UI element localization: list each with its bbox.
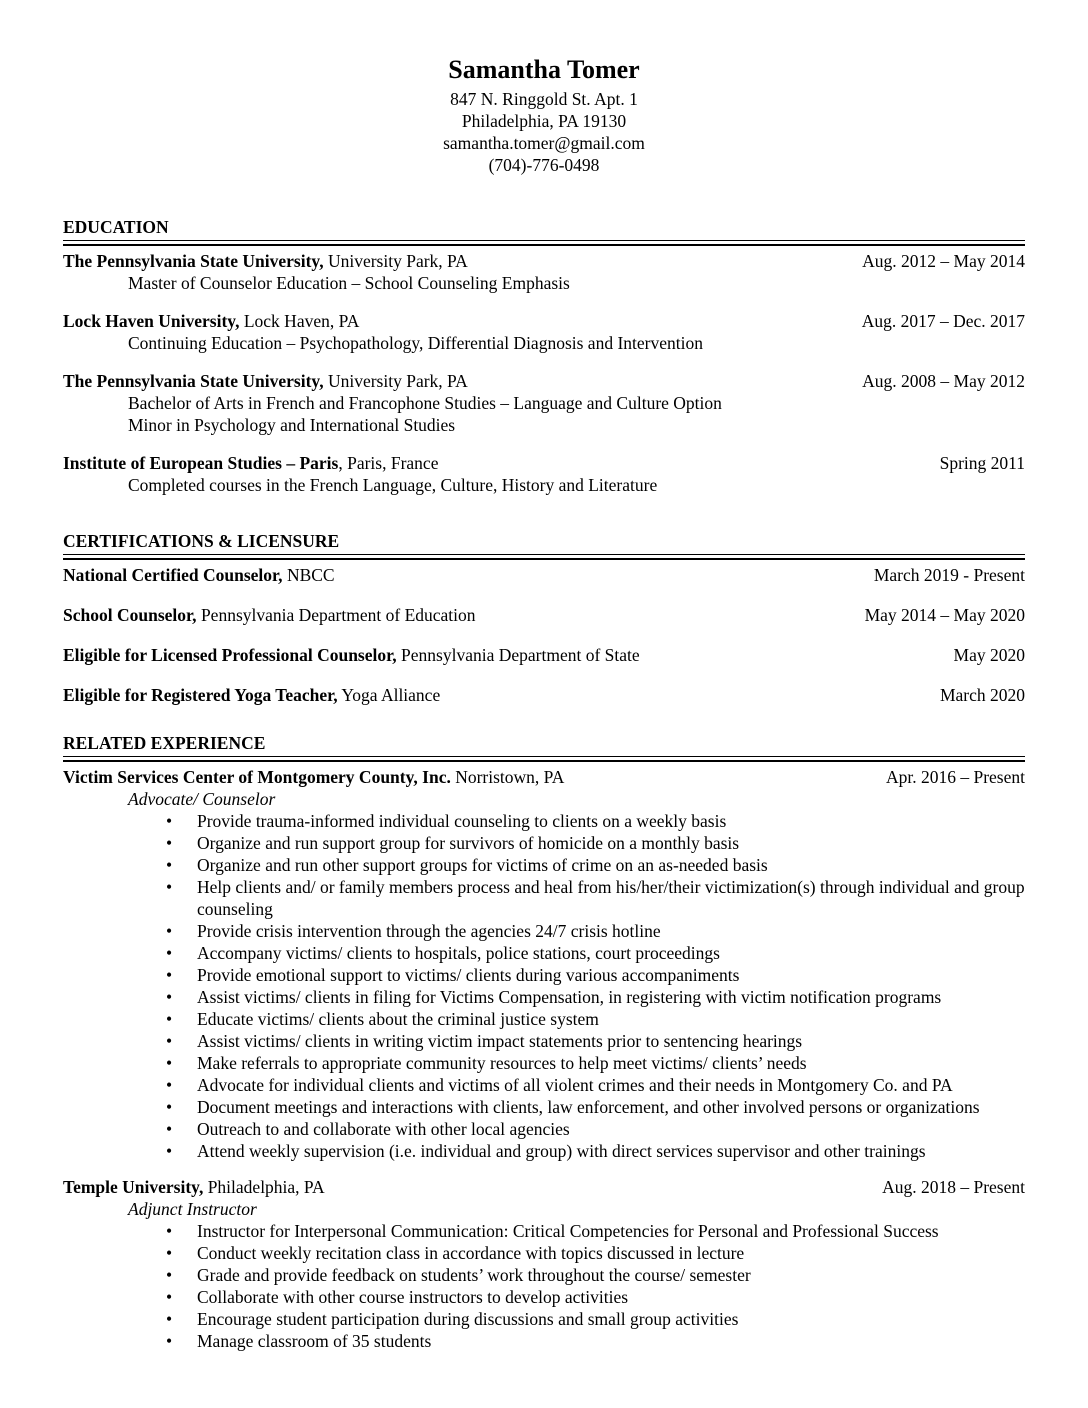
degree-detail: Continuing Education – Psychopathology, Differential Diagnosis and Intervention <box>128 333 703 353</box>
job-title: Advocate/ Counselor <box>128 789 276 809</box>
employer-name: Victim Services Center of Montgomery County, Inc. <box>63 767 451 787</box>
bullet-item <box>63 1242 1025 1264</box>
entry-header-row <box>63 452 1025 474</box>
section-divider <box>63 558 1025 560</box>
bullet-text: Provide emotional support to victims/ clients during various accompaniments <box>197 965 740 985</box>
certification-entry <box>63 564 1025 586</box>
bullet-item <box>63 1096 1025 1118</box>
bullet-icon: • <box>166 1141 173 1161</box>
entry-dates: March 2020 <box>939 685 1025 705</box>
bullet-icon: • <box>166 1097 173 1117</box>
bullet-text: Organize and run support group for survivors of homicide on a monthly basis <box>197 833 740 853</box>
entry-header-row <box>63 250 1025 272</box>
employer-location: Norristown, PA <box>450 767 565 787</box>
degree-detail: Completed courses in the French Language, Culture, History and Literature <box>128 475 658 495</box>
certification-issuer: Pennsylvania Department of State <box>396 645 640 665</box>
bullet-text: Instructor for Interpersonal Communication: Critical Competencies for Personal and Professional Success <box>197 1221 939 1241</box>
bullet-icon: • <box>166 965 173 985</box>
entry-header-row <box>63 310 1025 332</box>
bullet-item <box>63 1008 1025 1030</box>
experience-entry <box>63 766 1025 1162</box>
bullet-text: Accompany victims/ clients to hospitals, police stations, court proceedings <box>197 943 720 963</box>
institution-name: The Pennsylvania State University, <box>63 251 324 271</box>
bullet-item <box>63 920 1025 942</box>
bullet-item <box>63 1308 1025 1330</box>
certification-issuer: Pennsylvania Department of Education <box>196 605 476 625</box>
bullet-item <box>63 1118 1025 1140</box>
bullet-text: Provide crisis intervention through the agencies 24/7 crisis hotline <box>197 921 661 941</box>
bullet-item <box>63 964 1025 986</box>
entry-dates: March 2019 - Present <box>873 565 1025 585</box>
bullet-icon: • <box>166 1265 173 1285</box>
bullet-text: Encourage student participation during discussions and small group activities <box>197 1309 739 1329</box>
email-text: samantha.tomer@gmail.com <box>443 133 645 153</box>
address-line-1: 847 N. Ringgold St. Apt. 1 <box>450 89 638 109</box>
education-entry <box>63 452 1025 496</box>
bullet-item <box>63 1264 1025 1286</box>
certification-entry <box>63 604 1025 626</box>
bullet-icon: • <box>166 811 173 831</box>
phone-text: (704)-776-0498 <box>488 155 600 175</box>
entry-header-row <box>63 766 1025 788</box>
certification-entry <box>63 644 1025 666</box>
bullet-text: Help clients and/ or family members process and heal from his/her/their victimization(s) through individual and group counseling <box>197 877 1025 919</box>
bullet-text: Manage classroom of 35 students <box>197 1331 432 1351</box>
resume-header <box>63 54 1025 176</box>
entry-dates: Aug. 2012 – May 2014 <box>862 251 1025 271</box>
experience-heading: RELATED EXPERIENCE <box>63 732 1025 757</box>
bullet-icon: • <box>166 943 173 963</box>
bullet-icon: • <box>166 1331 173 1351</box>
entry-dates: May 2014 – May 2020 <box>864 605 1025 625</box>
bullet-text: Assist victims/ clients in writing victim impact statements prior to sentencing hearings <box>197 1031 803 1051</box>
bullet-icon: • <box>166 1243 173 1263</box>
certification-name: Eligible for Registered Yoga Teacher, <box>63 685 338 705</box>
bullet-icon: • <box>166 987 173 1007</box>
education-entry <box>63 370 1025 436</box>
person-name: Samantha Tomer <box>448 55 640 84</box>
employer-line <box>63 766 564 788</box>
institution-location: University Park, PA <box>323 371 468 391</box>
entry-dates: Aug. 2017 – Dec. 2017 <box>861 311 1025 331</box>
section-divider <box>63 244 1025 246</box>
certification-entry <box>63 684 1025 706</box>
section-divider <box>63 760 1025 762</box>
institution-location: Lock Haven, PA <box>239 311 360 331</box>
certification-name: School Counselor, <box>63 605 197 625</box>
bullet-icon: • <box>166 1287 173 1307</box>
entry-dates: Aug. 2008 – May 2012 <box>862 371 1025 391</box>
bullet-item <box>63 1220 1025 1242</box>
bullet-icon: • <box>166 921 173 941</box>
bullet-icon: • <box>166 1309 173 1329</box>
certification-name: Eligible for Licensed Professional Counselor, <box>63 645 397 665</box>
bullet-item <box>63 1052 1025 1074</box>
institution-name: Lock Haven University, <box>63 311 240 331</box>
education-entry <box>63 310 1025 354</box>
institution-location: , Paris, France <box>338 453 439 473</box>
employer-line <box>63 1176 325 1198</box>
bullet-text: Attend weekly supervision (i.e. individual and group) with direct services supervisor and other trainings <box>197 1141 926 1161</box>
institution-line <box>63 370 468 392</box>
bullet-text: Provide trauma-informed individual counseling to clients on a weekly basis <box>197 811 727 831</box>
degree-detail: Master of Counselor Education – School Counseling Emphasis <box>128 273 570 293</box>
certification-issuer: Yoga Alliance <box>337 685 441 705</box>
employer-location: Philadelphia, PA <box>203 1177 325 1197</box>
bullet-text: Collaborate with other course instructors to develop activities <box>197 1287 629 1307</box>
bullet-item <box>63 810 1025 832</box>
bullet-icon: • <box>166 855 173 875</box>
institution-line <box>63 310 359 332</box>
certification-line <box>63 684 440 706</box>
bullet-icon: • <box>166 1053 173 1073</box>
certification-line <box>63 644 640 666</box>
certification-line <box>63 604 476 626</box>
degree-detail: Minor in Psychology and International Studies <box>128 415 456 435</box>
bullet-text: Assist victims/ clients in filing for Victims Compensation, in registering with victim notification programs <box>197 987 942 1007</box>
bullet-icon: • <box>166 1221 173 1241</box>
employer-name: Temple University, <box>63 1177 204 1197</box>
entry-header-row <box>63 1176 1025 1198</box>
institution-location: University Park, PA <box>323 251 468 271</box>
section-certifications <box>63 530 1025 706</box>
address-line-2: Philadelphia, PA 19130 <box>461 111 627 131</box>
certification-name: National Certified Counselor, <box>63 565 283 585</box>
degree-detail: Bachelor of Arts in French and Francophone Studies – Language and Culture Option <box>128 393 722 413</box>
bullet-item <box>63 1074 1025 1096</box>
bullet-text: Grade and provide feedback on students’ work throughout the course/ semester <box>197 1265 751 1285</box>
bullet-icon: • <box>166 833 173 853</box>
bullet-item <box>63 1030 1025 1052</box>
education-entry <box>63 250 1025 294</box>
institution-line <box>63 250 468 272</box>
section-education <box>63 216 1025 496</box>
certification-issuer: NBCC <box>282 565 335 585</box>
bullet-icon: • <box>166 1009 173 1029</box>
bullet-text: Make referrals to appropriate community resources to help meet victims/ clients’ needs <box>197 1053 807 1073</box>
entry-dates: May 2020 <box>953 645 1025 665</box>
bullet-icon: • <box>166 1119 173 1139</box>
education-heading: EDUCATION <box>63 216 1025 241</box>
job-title: Adjunct Instructor <box>128 1199 257 1219</box>
bullet-text: Outreach to and collaborate with other local agencies <box>197 1119 570 1139</box>
bullet-item <box>63 1140 1025 1162</box>
bullet-icon: • <box>166 1075 173 1095</box>
experience-entry <box>63 1176 1025 1352</box>
bullet-text: Organize and run other support groups for victims of crime on an as-needed basis <box>197 855 768 875</box>
bullet-icon: • <box>166 877 173 897</box>
bullet-item <box>63 854 1025 876</box>
bullet-item <box>63 876 1025 920</box>
bullet-text: Conduct weekly recitation class in accordance with topics discussed in lecture <box>197 1243 745 1263</box>
institution-name: The Pennsylvania State University, <box>63 371 324 391</box>
entry-header-row <box>63 370 1025 392</box>
bullet-text: Document meetings and interactions with clients, law enforcement, and other involved persons or organizations <box>197 1097 980 1117</box>
entry-dates: Apr. 2016 – Present <box>885 767 1025 787</box>
entry-dates: Spring 2011 <box>939 453 1025 473</box>
bullet-item <box>63 986 1025 1008</box>
institution-name: Institute of European Studies – Paris <box>63 453 339 473</box>
entry-dates: Aug. 2018 – Present <box>882 1177 1025 1197</box>
bullet-text: Advocate for individual clients and victims of all violent crimes and their needs in Montgomery Co. and PA <box>197 1075 953 1095</box>
institution-line <box>63 452 438 474</box>
bullet-item <box>63 1286 1025 1308</box>
section-experience <box>63 732 1025 1352</box>
bullet-item <box>63 942 1025 964</box>
bullet-text: Educate victims/ clients about the criminal justice system <box>197 1009 599 1029</box>
bullet-item <box>63 1330 1025 1352</box>
certification-line <box>63 564 335 586</box>
bullet-item <box>63 832 1025 854</box>
certifications-heading: CERTIFICATIONS & LICENSURE <box>63 530 1025 555</box>
bullet-icon: • <box>166 1031 173 1051</box>
